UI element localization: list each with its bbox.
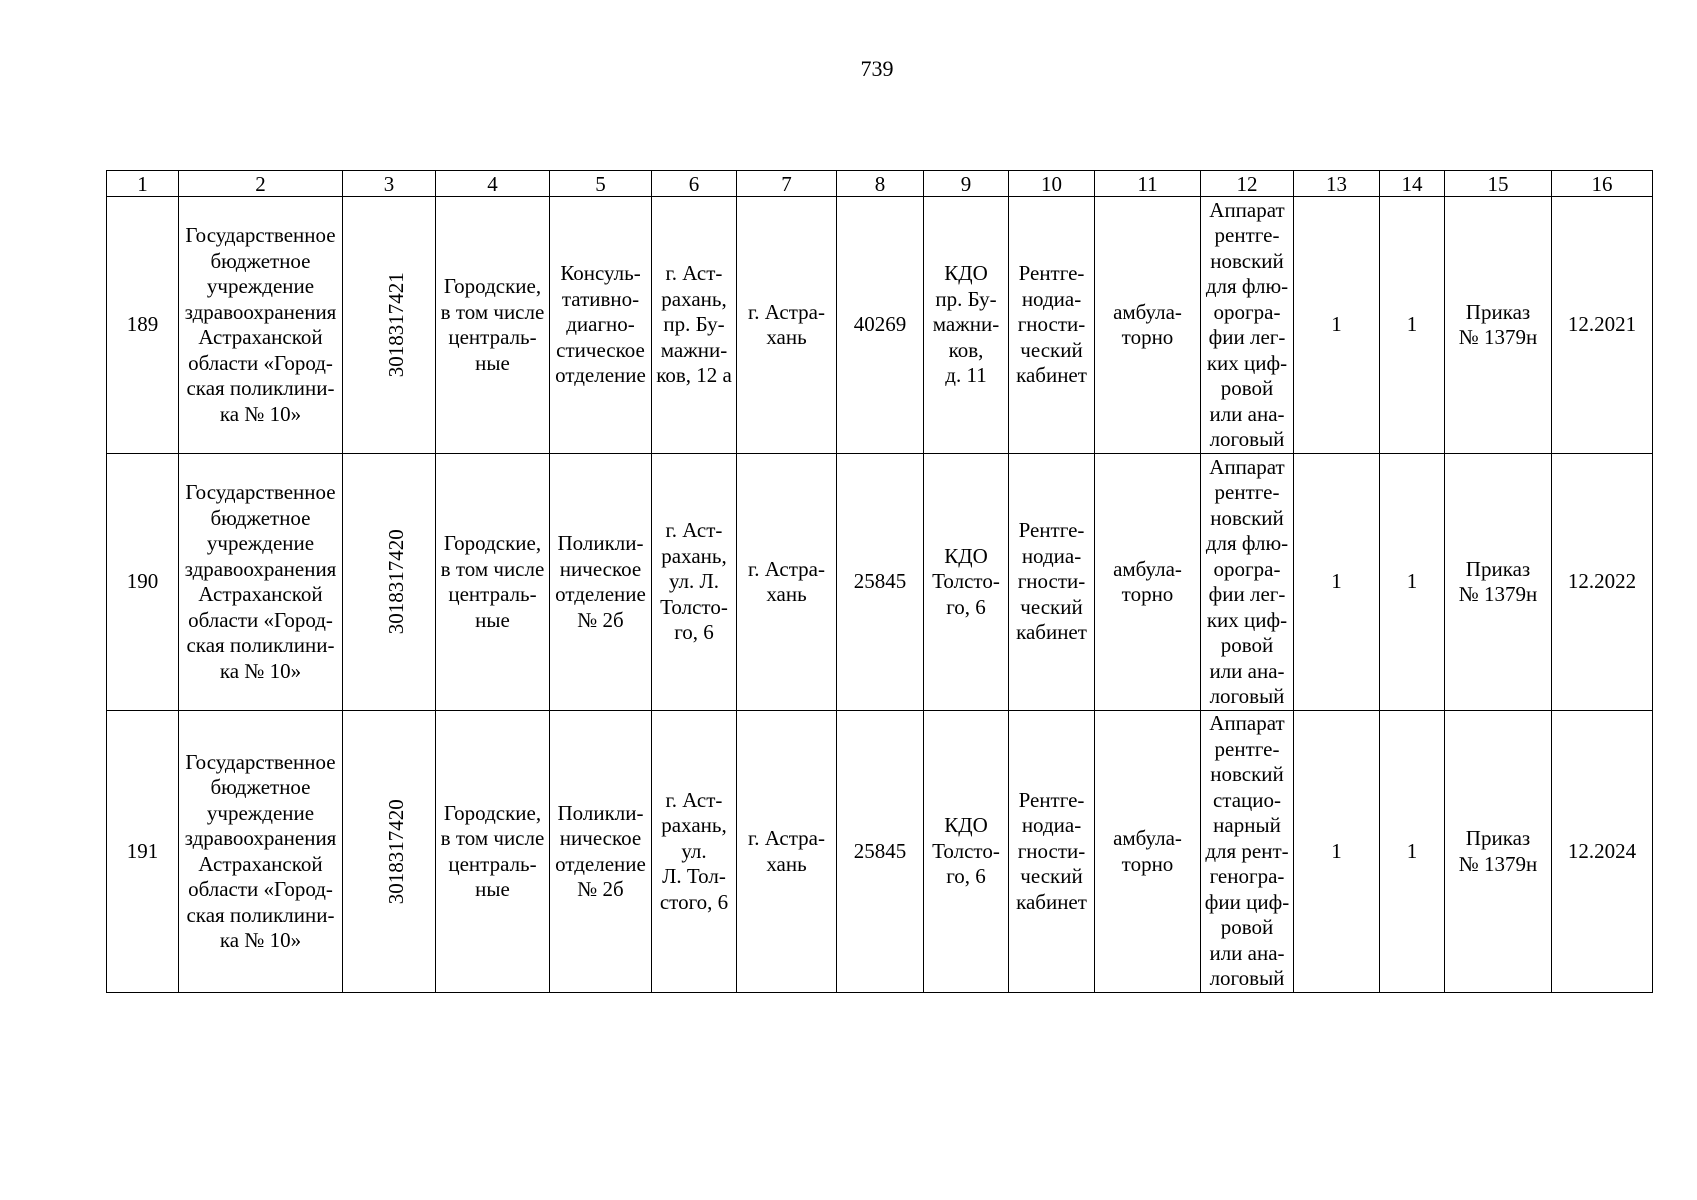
care-mode: амбула- торно	[1095, 711, 1201, 993]
city: г. Астра- хань	[737, 711, 837, 993]
table-row	[107, 711, 1653, 993]
header-cell: 7	[737, 171, 837, 197]
table-header-row	[107, 171, 1653, 197]
settlement-type: Городские, в том числе централь- ные	[436, 197, 550, 454]
population: 25845	[837, 454, 924, 711]
care-mode: амбула- торно	[1095, 454, 1201, 711]
quantity-required: 1	[1294, 197, 1380, 454]
care-mode: амбула- торно	[1095, 197, 1201, 454]
inn-cell	[343, 454, 436, 711]
table-row	[107, 197, 1653, 454]
inn-code: 3018317420	[383, 799, 408, 904]
header-cell: 2	[179, 171, 343, 197]
header-cell: 6	[652, 171, 737, 197]
department: Поликли- ническое отделение № 2б	[550, 454, 652, 711]
equipment: Аппарат рентге- новский стацио- нарный для рент- геногра- фии циф- ровой или ана- логовый	[1201, 711, 1294, 993]
equipment-table	[106, 170, 1653, 993]
order-reference: Приказ № 1379н	[1445, 454, 1552, 711]
row-number: 191	[107, 711, 179, 993]
page-number: 739	[860, 56, 894, 81]
order-reference: Приказ № 1379н	[1445, 197, 1552, 454]
header-cell: 5	[550, 171, 652, 197]
quantity-planned: 1	[1380, 454, 1445, 711]
institution-name: Государственное бюджетное учреждение здравоохранения Астраханской области «Город- ская поликлини- ка № 10»	[179, 711, 343, 993]
header-cell: 8	[837, 171, 924, 197]
date: 12.2024	[1552, 711, 1653, 993]
row-number: 189	[107, 197, 179, 454]
settlement-type: Городские, в том числе централь- ные	[436, 711, 550, 993]
unit: КДО пр. Бу- мажни- ков, д. 11	[924, 197, 1009, 454]
institution-name: Государственное бюджетное учреждение здравоохранения Астраханской области «Город- ская поликлини- ка № 10»	[179, 197, 343, 454]
quantity-required: 1	[1294, 711, 1380, 993]
order-reference: Приказ № 1379н	[1445, 711, 1552, 993]
department: Консуль- тативно- диагно- стическое отделение	[550, 197, 652, 454]
date: 12.2022	[1552, 454, 1653, 711]
room-type: Рентге- нодиа- гности- ческий кабинет	[1009, 197, 1095, 454]
header-cell: 1	[107, 171, 179, 197]
unit: КДО Толсто- го, 6	[924, 454, 1009, 711]
header-cell: 16	[1552, 171, 1653, 197]
population: 25845	[837, 711, 924, 993]
settlement-type: Городские, в том числе централь- ные	[436, 454, 550, 711]
date: 12.2021	[1552, 197, 1653, 454]
room-type: Рентге- нодиа- гности- ческий кабинет	[1009, 711, 1095, 993]
equipment: Аппарат рентге- новский для флю- орогра- фии лег- ких циф- ровой или ана- логовый	[1201, 197, 1294, 454]
header-cell: 3	[343, 171, 436, 197]
room-type: Рентге- нодиа- гности- ческий кабинет	[1009, 454, 1095, 711]
institution-name: Государственное бюджетное учреждение здравоохранения Астраханской области «Город- ская поликлини- ка № 10»	[179, 454, 343, 711]
department: Поликли- ническое отделение № 2б	[550, 711, 652, 993]
inn-cell	[343, 197, 436, 454]
quantity-required: 1	[1294, 454, 1380, 711]
row-number: 190	[107, 454, 179, 711]
quantity-planned: 1	[1380, 197, 1445, 454]
address: г. Аст- рахань, пр. Бу- мажни- ков, 12 а	[652, 197, 737, 454]
city: г. Астра- хань	[737, 197, 837, 454]
header-cell: 11	[1095, 171, 1201, 197]
header-cell: 13	[1294, 171, 1380, 197]
inn-code: 3018317420	[383, 529, 408, 635]
header-cell: 15	[1445, 171, 1552, 197]
equipment: Аппарат рентге- новский для флю- орогра- фии лег- ких циф- ровой или ана- логовый	[1201, 454, 1294, 711]
header-cell: 12	[1201, 171, 1294, 197]
header-cell: 9	[924, 171, 1009, 197]
population: 40269	[837, 197, 924, 454]
unit: КДО Толсто- го, 6	[924, 711, 1009, 993]
header-cell: 4	[436, 171, 550, 197]
quantity-planned: 1	[1380, 711, 1445, 993]
inn-code: 3018317421	[383, 272, 408, 378]
address: г. Аст- рахань, ул. Л. Толсто- го, 6	[652, 454, 737, 711]
header-cell: 10	[1009, 171, 1095, 197]
city: г. Астра- хань	[737, 454, 837, 711]
address: г. Аст- рахань, ул. Л. Тол- стого, 6	[652, 711, 737, 993]
inn-cell	[343, 711, 436, 993]
header-cell: 14	[1380, 171, 1445, 197]
table-row	[107, 454, 1653, 711]
